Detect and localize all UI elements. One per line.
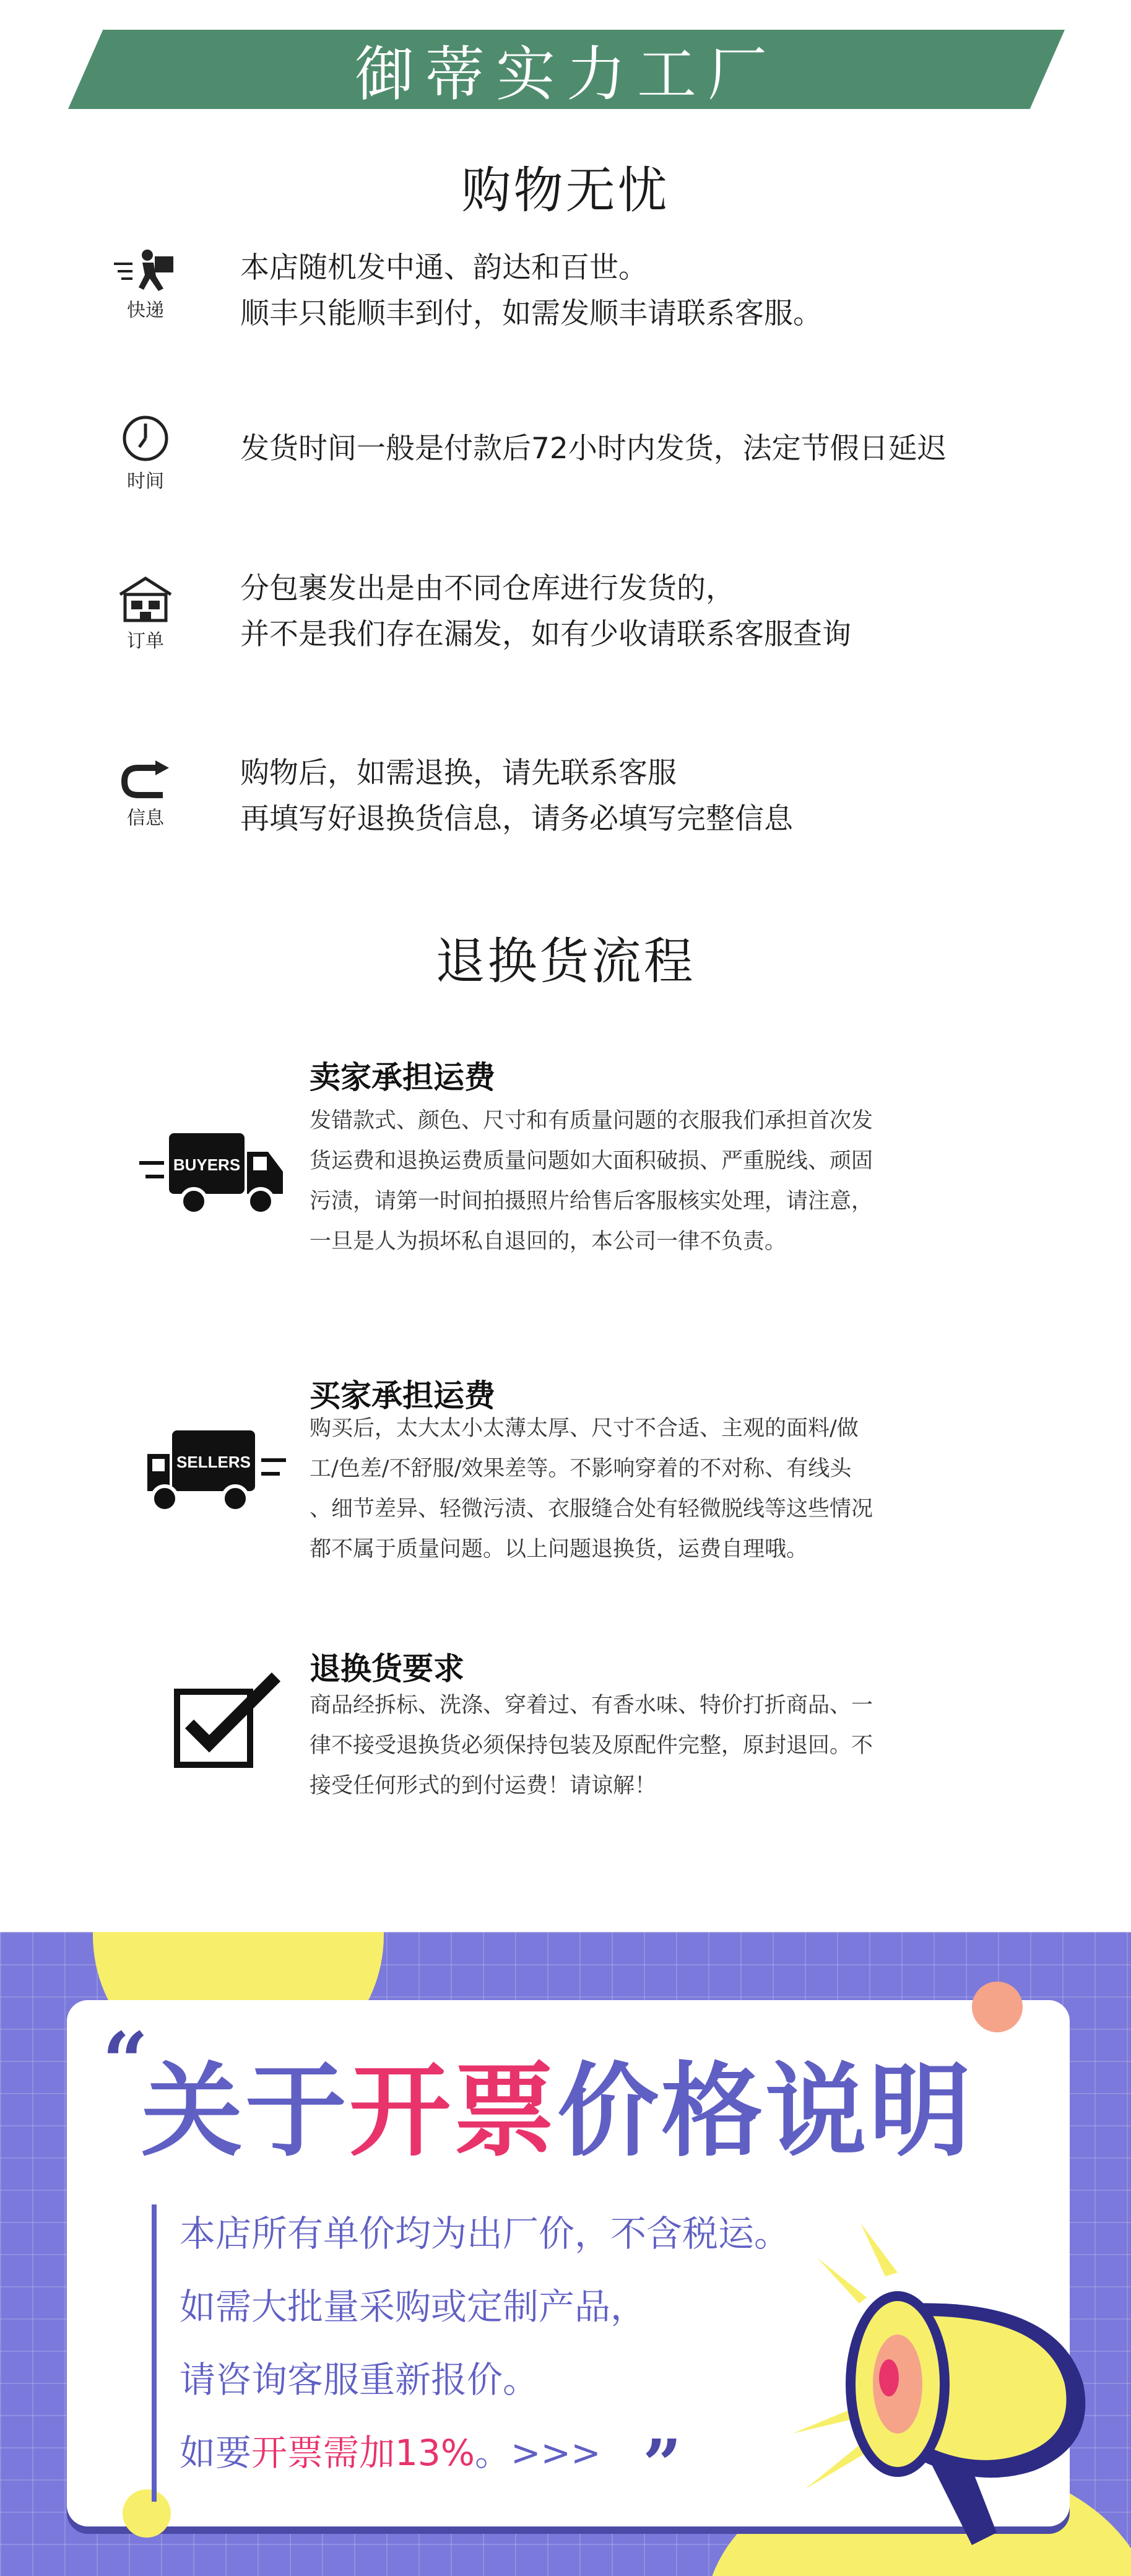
invoice-line: 如要开票需加13%。>>> bbox=[180, 2432, 601, 2474]
process-body: 购买后，太大太小太薄太厚、尺寸不合适、主观的面料/做 工/色差/不舒服/效果差等。不影响穿着的不对称、有线头 、细节差异、轻微污渍、衣服缝合处有轻微脱线等这些情况 都不属于质量问题。以上问题退换货，运费自理哦。 bbox=[310, 1416, 873, 1562]
buyers-truck-label: BUYERS bbox=[173, 1155, 241, 1174]
sellers-truck-icon bbox=[142, 1424, 291, 1517]
sellers-truck-label: SELLERS bbox=[176, 1453, 251, 1471]
clock-icon bbox=[99, 414, 192, 493]
process-body: 商品经拆标、洗涤、穿着过、有香水味、特价打折商品、一 律不接受退换货必须保持包装及原配件完整，原封退回。不 接受任何形式的到付运费！请谅解！ bbox=[310, 1693, 873, 1798]
checkbox-icon bbox=[173, 1672, 285, 1771]
banner-title: 御蒂实力工厂 bbox=[355, 39, 778, 109]
decor-dot bbox=[123, 2489, 171, 2538]
close-quote-mark: ” bbox=[643, 2424, 682, 2504]
process-body: 发错款式、颜色、尺寸和有质量问题的衣服我们承担首次发 货运费和退换运费质量问题如大面积破损、严重脱线、顽固 污渍，请第一时间拍摄照片给售后客服核实处理，请注意， 一旦是人为损坏私自退回的，本公司一律不负责。 bbox=[310, 1108, 873, 1254]
invoice-line: 本店所有单价均为出厂价，不含税运。 bbox=[180, 2213, 791, 2255]
shopping-item-text: 分包裹发出是由不同仓库进行发货的， 并不是我们存在漏发，如有少收请联系客服查询 bbox=[240, 572, 851, 651]
return-arrow-icon bbox=[99, 760, 192, 830]
process-heading: 退换货要求 bbox=[310, 1651, 464, 1687]
invoice-line: 请咨询客服重新报价。 bbox=[180, 2359, 539, 2401]
courier-caption: 快递 bbox=[127, 300, 164, 321]
shopping-item-text: 发货时间一般是付款后72小时内发货，法定节假日延迟 bbox=[240, 432, 947, 466]
return-caption: 信息 bbox=[127, 807, 164, 829]
returns-section-title: 退换货流程 bbox=[435, 933, 696, 990]
megaphone-icon bbox=[712, 2198, 1108, 2570]
invoice-section bbox=[0, 1932, 1131, 2576]
open-quote-mark: “ bbox=[102, 2014, 149, 2109]
warehouse-caption: 订单 bbox=[127, 630, 164, 652]
invoice-line: 如需大批量采购或定制产品， bbox=[180, 2286, 647, 2328]
courier-icon bbox=[99, 248, 192, 322]
buyers-truck-icon bbox=[139, 1127, 288, 1220]
shopping-item-text: 购物后，如需退换，请先联系客服 再填写好退换货信息，请务必填写完整信息 bbox=[240, 756, 793, 836]
invoice-accent-bar bbox=[152, 2204, 157, 2502]
clock-caption: 时间 bbox=[127, 471, 164, 492]
shopping-item-text: 本店随机发中通、韵达和百世。 顺丰只能顺丰到付，如需发顺丰请联系客服。 bbox=[240, 251, 822, 331]
process-heading: 卖家承担运费 bbox=[310, 1060, 495, 1095]
invoice-title: 关于开票价格说明 bbox=[141, 2052, 974, 2170]
shopping-section-title: 购物无忧 bbox=[461, 162, 670, 219]
warehouse-icon bbox=[99, 576, 192, 653]
process-heading: 买家承担运费 bbox=[310, 1378, 495, 1414]
decor-dot bbox=[972, 1982, 1023, 2032]
